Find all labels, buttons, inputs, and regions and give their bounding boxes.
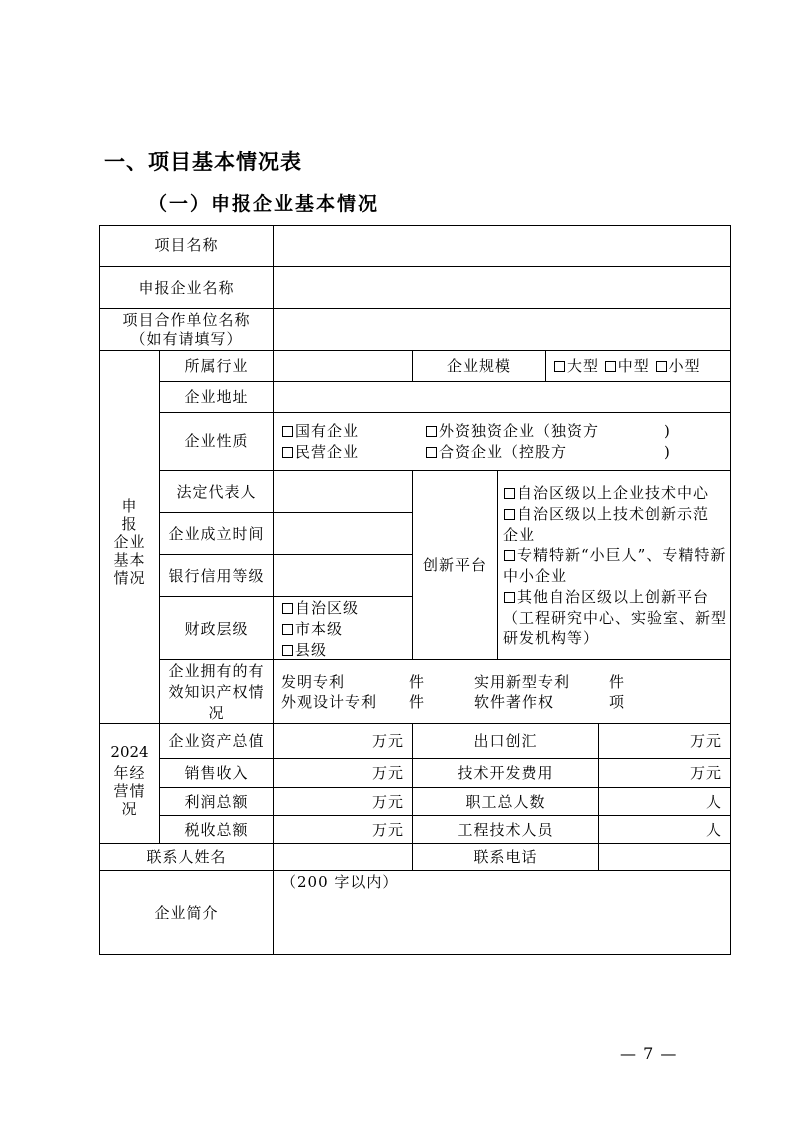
fiscal-county-checkbox[interactable]: 县级: [282, 641, 327, 659]
checkbox-icon: [504, 488, 515, 499]
nature-state-owned-checkbox[interactable]: 国有企业: [282, 422, 359, 440]
platform-little-giant-cont: 中小企业: [503, 567, 568, 585]
ip-software-unit: 项: [609, 693, 626, 711]
ip-label-line1: 企业拥有的有: [168, 662, 265, 680]
ip-software-label: 软件著作权: [474, 693, 555, 711]
platform-other-checkbox[interactable]: 其他自治区级以上创新平台: [504, 588, 709, 606]
checkbox-icon: [504, 509, 515, 520]
scale-medium-checkbox[interactable]: 中型: [605, 357, 650, 375]
platform-demo-cont: 企业: [503, 526, 536, 544]
profit-unit: 万元: [371, 793, 404, 811]
ops-year: 2024: [110, 743, 149, 761]
fiscal-city-checkbox[interactable]: 市本级: [282, 620, 343, 638]
page-number: — 7 —: [620, 1044, 678, 1063]
ip-label-line3: 况: [208, 704, 225, 722]
profit-label: 利润总额: [184, 793, 249, 811]
project-name-field[interactable]: [274, 226, 730, 266]
total-assets-unit: 万元: [371, 732, 404, 750]
platform-little-giant-checkbox[interactable]: 专精特新“小巨人”、专精特新: [504, 546, 726, 564]
contact-phone-field[interactable]: [599, 844, 730, 870]
tax-unit: 万元: [371, 821, 404, 839]
platform-other-cont1: （工程研究中心、实验室、新型: [503, 609, 728, 627]
scale-large-checkbox[interactable]: 大型: [554, 357, 599, 375]
fiscal-region-checkbox[interactable]: 自治区级: [282, 599, 359, 617]
section-heading: 一、项目基本情况表: [104, 150, 302, 174]
intro-field[interactable]: [274, 892, 730, 954]
address-field[interactable]: [274, 382, 730, 412]
partner-label-line2: （如有请填写）: [130, 330, 243, 348]
checkbox-icon: [426, 447, 437, 458]
bank-credit-label: 银行信用等级: [168, 567, 265, 585]
project-name-label: 项目名称: [154, 236, 219, 254]
employees-label: 职工总人数: [465, 793, 546, 811]
nature-private-checkbox[interactable]: 民营企业: [282, 443, 359, 461]
platform-other-cont2: 研发机构等）: [503, 629, 600, 647]
export-label: 出口创汇: [473, 732, 538, 750]
ip-utility-label: 实用新型专利: [474, 673, 571, 691]
innovation-platform-label: 创新平台: [422, 556, 487, 574]
checkbox-icon: [605, 361, 616, 372]
checkbox-icon: [282, 603, 293, 614]
checkbox-icon: [504, 550, 515, 561]
rd-cost-label: 技术开发费用: [457, 764, 554, 782]
total-assets-label: 企业资产总值: [168, 732, 265, 750]
basic-info-label: 申 报 企业 基本 情况: [113, 497, 146, 587]
contact-name-field[interactable]: [274, 844, 412, 870]
address-label: 企业地址: [184, 388, 249, 406]
subsection-heading: （一）申报企业基本情况: [148, 193, 380, 215]
export-unit: 万元: [689, 732, 722, 750]
fiscal-level-label: 财政层级: [184, 620, 249, 638]
employees-unit: 人: [705, 793, 722, 811]
ip-design-label: 外观设计专利: [281, 693, 378, 711]
ip-label-line2: 效知识产权情: [168, 683, 265, 701]
established-label: 企业成立时间: [168, 525, 265, 543]
ip-utility-unit: 件: [609, 673, 626, 691]
checkbox-icon: [656, 361, 667, 372]
industry-field[interactable]: [274, 351, 412, 381]
legal-rep-label: 法定代表人: [176, 483, 257, 501]
nature-label: 企业性质: [184, 432, 249, 450]
legal-rep-field[interactable]: [274, 471, 412, 512]
rd-cost-unit: 万元: [689, 764, 722, 782]
checkbox-icon: [282, 624, 293, 635]
nature-foreign-paren: ): [664, 422, 671, 440]
scale-small-checkbox[interactable]: 小型: [656, 357, 701, 375]
platform-tech-center-checkbox[interactable]: 自治区级以上企业技术中心: [504, 484, 709, 502]
partner-name-field[interactable]: [274, 309, 730, 350]
checkbox-icon: [554, 361, 565, 372]
ops-label: 年经 营情 况: [113, 764, 146, 818]
checkbox-icon: [426, 426, 437, 437]
intro-hint: （200 字以内）: [281, 873, 399, 891]
engineers-unit: 人: [705, 821, 722, 839]
established-field[interactable]: [274, 513, 412, 554]
intro-label: 企业简介: [154, 904, 219, 922]
checkbox-icon: [282, 645, 293, 656]
checkbox-icon: [282, 426, 293, 437]
scale-options: [554, 357, 701, 375]
platform-demo-checkbox[interactable]: 自治区级以上技术创新示范: [504, 505, 709, 523]
checkbox-icon: [282, 447, 293, 458]
industry-label: 所属行业: [184, 357, 249, 375]
bank-credit-field[interactable]: [274, 555, 412, 596]
sales-label: 销售收入: [184, 764, 249, 782]
sales-unit: 万元: [371, 764, 404, 782]
checkbox-icon: [504, 592, 515, 603]
company-name-label: 申报企业名称: [138, 279, 235, 297]
nature-joint-paren: ): [664, 443, 671, 461]
tax-label: 税收总额: [184, 821, 249, 839]
scale-label: 企业规模: [446, 357, 511, 375]
contact-phone-label: 联系电话: [473, 848, 538, 866]
nature-joint-checkbox[interactable]: 合资企业（控股方: [426, 443, 567, 461]
partner-label-line1: 项目合作单位名称: [122, 311, 251, 329]
ip-design-unit: 件: [409, 693, 426, 711]
ip-invention-label: 发明专利: [281, 673, 346, 691]
company-name-field[interactable]: [274, 267, 730, 308]
ip-invention-unit: 件: [409, 673, 426, 691]
contact-name-label: 联系人姓名: [146, 848, 227, 866]
engineers-label: 工程技术人员: [457, 821, 554, 839]
nature-foreign-checkbox[interactable]: 外资独资企业（独资方: [426, 422, 599, 440]
